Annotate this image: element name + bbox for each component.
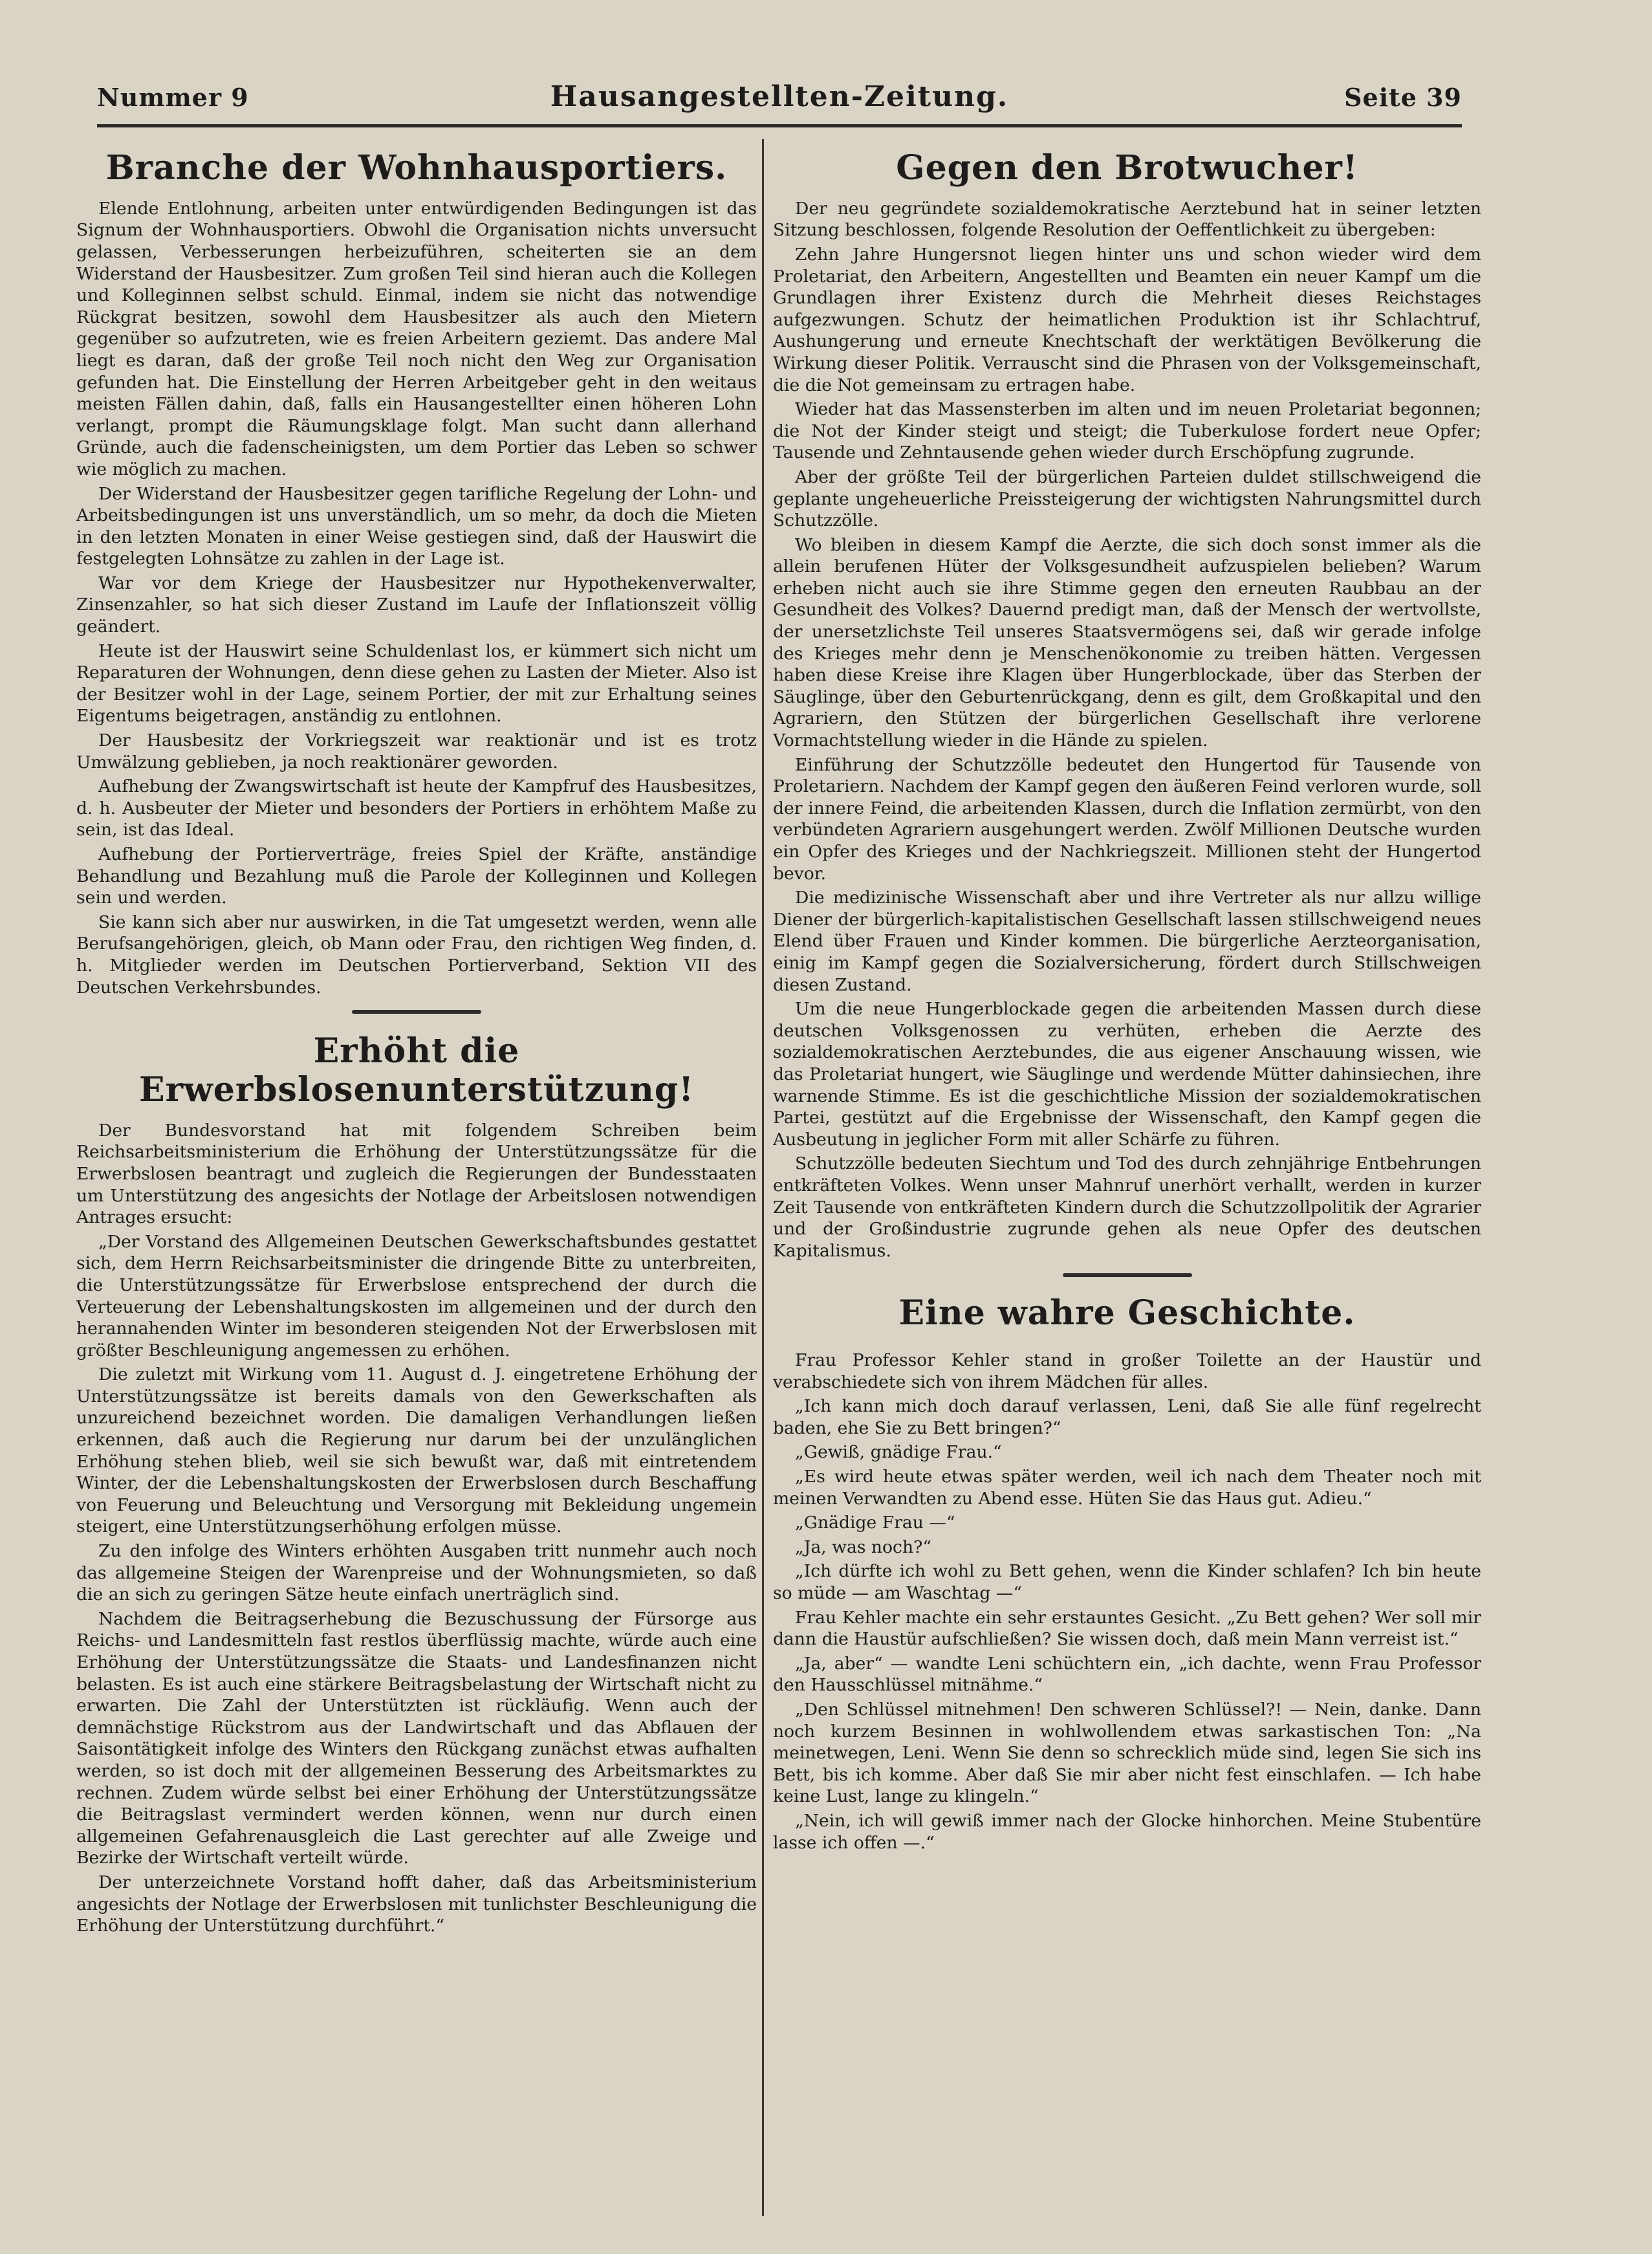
paragraph: Der Widerstand der Hausbesitzer gegen tarifliche Regelung der Lohn- und Arbeitsbedingungen ist uns unverständlich, um so mehr, da doch die Mieten in den letzten Monaten in einer Weise gestiegen sind, daß der Hauswirt die festgelegten Lohnsätze zu zahlen in der Lage ist.: [76, 483, 757, 569]
paragraph: Wieder hat das Massensterben im alten und im neuen Proletariat begonnen; die Not der Kinder steigt und steigt; die Tuberkulose fordert neue Opfer; Tausende und Zehntausende gehen wieder durch Erschöpfung zugrunde.: [773, 399, 1481, 463]
paragraph: Wo bleiben in diesem Kampf die Aerzte, die sich doch sonst immer als die allein berufenen Hüter der Volksgesundheit aufzuspielen belieben? Warum erheben nicht auch sie ihre Stimme gegen den erneuten Raubbau an der Gesundheit des Volkes? Dauernd predigt man, daß der Mensch der wertvollste, der unersetzlichste Teil unseres Staatsvermögens sei, daß wir gerade infolge des Krieges mehr denn je Menschenökonomie zu treiben hätten. Vergessen haben diese Kreise ihre Klagen über Hungerblockade, über das Sterben der Säuglinge, über den Geburtenrückgang, denn es gilt, dem Großkapital und den Agrariern, den Stützen der bürgerlichen Gesellschaft ihre verlorene Vormachtstellung wieder in die Hände zu spielen.: [773, 534, 1481, 751]
column-divider: [762, 139, 764, 2216]
paragraph: „Ich kann mich doch darauf verlassen, Leni, daß Sie alle fünf regelrecht baden, ehe Sie zu Bett bringen?“: [773, 1396, 1481, 1438]
paragraph: Aufhebung der Portierverträge, freies Spiel der Kräfte, anständige Behandlung und Bezahlung muß die Parole der Kolleginnen und Kollegen sein und werden.: [76, 844, 757, 908]
paragraph: „Der Vorstand des Allgemeinen Deutschen Gewerkschaftsbundes gestattet sich, dem Herrn Reichsarbeitsminister die dringende Bitte zu unterbreiten, die Unterstützungssätze für Erwerbslose entsprechend der durch die Verteuerung der Lebenshaltungskosten im allgemeinen und der durch den herannahenden Winter im besonderen steigenden Not der Erwerbslosen mit größter Beschleunigung angemessen zu erhöhen.: [76, 1231, 757, 1361]
article-separator: [1063, 1273, 1192, 1277]
newspaper-title: Hausangestellten-Zeitung.: [550, 80, 1009, 113]
article-title: Eine wahre Geschichte.: [898, 1293, 1356, 1333]
paragraph: Der Bundesvorstand hat mit folgendem Schreiben beim Reichsarbeitsministerium die Erhöhung der Unterstützungssätze für die Erwerbslosen beantragt und zugleich die Regierungen der Bundesstaaten um Unterstützung des angesichts der Notlage der Arbeitslosen notwendigen Antrages ersucht:: [76, 1120, 757, 1228]
paragraph: „Ja, aber“ — wandte Leni schüchtern ein, „ich dachte, wenn Frau Professor den Hausschlüssel mitnähme.“: [773, 1653, 1481, 1696]
paragraph: War vor dem Kriege der Hausbesitzer nur Hypothekenverwalter, Zinsenzahler, so hat sich dieser Zustand im Laufe der Inflationszeit völlig geändert.: [76, 573, 757, 637]
paragraph: Der Hausbesitz der Vorkriegszeit war reaktionär und ist es trotz Umwälzung geblieben, ja noch reaktionärer geworden.: [76, 730, 757, 772]
paragraph: Der neu gegründete sozialdemokratische Aerztebund hat in seiner letzten Sitzung beschlossen, folgende Resolution der Oeffentlichkeit zu übergeben:: [773, 198, 1481, 241]
paragraph: „Ja, was noch?“: [795, 1537, 931, 1557]
right-column: [773, 136, 1481, 2226]
paragraph: Elende Entlohnung, arbeiten unter entwürdigenden Bedingungen ist das Signum der Wohnhausportiers. Obwohl die Organisation nichts unversucht gelassen, Verbesserungen herbeizuführen, scheiterten sie an dem Widerstand der Hausbesitzer. Zum großen Teil sind hieran auch die Kollegen und Kolleginnen selbst schuld. Einmal, indem sie nicht das notwendige Rückgrat besitzen, sowohl dem Hausbesitzer als auch den Mietern gegenüber so aufzutreten, wie es freien Arbeitern geziemt. Das andere Mal liegt es daran, daß der große Teil noch nicht den Weg zur Organisation gefunden hat. Die Einstellung der Herren Arbeitgeber geht in den weitaus meisten Fällen dahin, daß, falls ein Hausangestellter einen höheren Lohn verlangt, prompt die Räumungsklage folgt. Man sucht dann allerhand Gründe, auch die fadenscheinigsten, um dem Portier das Leben so schwer wie möglich zu machen.: [76, 198, 757, 479]
paragraph: „Es wird heute etwas später werden, weil ich nach dem Theater noch mit meinen Verwandten zu Abend esse. Hüten Sie das Haus gut. Adieu.“: [773, 1467, 1481, 1509]
paragraph: Aufhebung der Zwangswirtschaft ist heute der Kampfruf des Hausbesitzes, d. h. Ausbeuter der Mieter und besonders der Portiers in erhöhtem Maße zu sein, ist das Ideal.: [76, 776, 757, 840]
article-title: Branche der Wohnhausportiers.: [105, 148, 728, 188]
paragraph: Aber der größte Teil der bürgerlichen Parteien duldet stillschweigend die geplante ungeheuerliche Preissteigerung der wichtigsten Nahrungsmittel durch Schutzzölle.: [773, 466, 1481, 531]
paragraph: „Gewiß, gnädige Frau.“: [795, 1442, 1002, 1463]
paragraph: Die medizinische Wissenschaft aber und ihre Vertreter als nur allzu willige Diener der bürgerlich-kapitalistischen Gesellschaft lassen stillschweigend neues Elend über Frauen und Kinder kommen. Die bürgerliche Aerzteorganisation, einig im Kampf gegen die Sozialversicherung, fördert durch Stillschweigen diesen Zustand.: [773, 888, 1481, 995]
article-separator: [352, 1010, 481, 1014]
paragraph: Nachdem die Beitragserhebung die Bezuschussung der Fürsorge aus Reichs- und Landesmitteln fast restlos überflüssig machte, würde auch eine Erhöhung der Unterstützungssätze die Staats- und Landesfinanzen nicht belasten. Es ist auch eine stärkere Beitragsbelastung der Wirtschaft nicht zu erwarten. Die Zahl der Unterstützten ist rückläufig. Wenn auch der demnächstige Rückstrom aus der Landwirtschaft und das Abflauen der Saisontätigkeit infolge des Winters den Rückgang zunächst etwas aufhalten werden, so ist doch mit der allgemeinen Besserung des Arbeitsmarktes zu rechnen. Zudem würde selbst bei einer Erhöhung der Unterstützungssätze die Beitragslast vermindert werden können, wenn nur durch einen allgemeinen Gefahrenausgleich die Last gerechter auf alle Zweige und Bezirke der Wirtschaft verteilt würde.: [76, 1608, 757, 1868]
paragraph: Der unterzeichnete Vorstand hofft daher, daß das Arbeitsministerium angesichts der Notlage der Erwerbslosen mit tunlichster Beschleunigung die Erhöhung der Unterstützung durchführt.“: [76, 1872, 757, 1936]
article-body: [76, 198, 757, 998]
article-title: Erhöht die Erwerbslosenunterstützung!: [138, 1031, 695, 1110]
article-title: Gegen den Brotwucher!: [896, 148, 1358, 188]
article-body: [76, 1120, 757, 1937]
paragraph: Heute ist der Hauswirt seine Schuldenlast los, er kümmert sich nicht um Reparaturen der Wohnungen, denn diese gehen zu Lasten der Mieter. Also ist der Besitzer wohl in der Lage, seinem Portier, der mit zur Erhaltung seines Eigentums beigetragen, anständig zu entlohnen.: [76, 640, 757, 727]
left-column: [76, 136, 757, 2226]
page-number: Seite 39: [1344, 83, 1462, 112]
paragraph: Die zuletzt mit Wirkung vom 11. August d. J. eingetretene Erhöhung der Unterstützungssätze ist bereits damals von den Gewerkschaften als unzureichend bezeichnet worden. Die damaligen Verhandlungen ließen erkennen, daß auch die Regierung nur darum bei der unzulänglichen Erhöhung stehen blieb, weil sie sich bewußt war, daß mit eintretendem Winter, der die Lebenshaltungskosten der Erwerbslosen durch Beschaffung von Feuerung und Beleuchtung und Versorgung mit Bekleidung ungemein steigert, eine Unterstützungserhöhung erfolgen müsse.: [76, 1364, 757, 1537]
paragraph: „Den Schlüssel mitnehmen! Den schweren Schlüssel?! — Nein, danke. Dann noch kurzem Besinnen in wohlwollendem etwas sarkastischen Ton: „Na meinetwegen, Leni. Wenn Sie denn so schrecklich müde sind, legen Sie sich ins Bett, bis ich komme. Aber daß Sie mir aber nicht fest einschlafen. — Ich habe keine Lust, lange zu klingeln.“: [773, 1700, 1481, 1807]
paragraph: Frau Kehler machte ein sehr erstauntes Gesicht. „Zu Bett gehen? Wer soll mir dann die Haustür aufschließen? Sie wissen doch, daß mein Mann verreist ist.“: [773, 1607, 1481, 1650]
paragraph: „Nein, ich will gewiß immer nach der Glocke hinhorchen. Meine Stubentüre lasse ich offen —.“: [773, 1810, 1481, 1853]
paragraph: Sie kann sich aber nur auswirken, in die Tat umgesetzt werden, wenn alle Berufsangehörigen, gleich, ob Mann oder Frau, den richtigen Weg finden, d. h. Mitglieder werden im Deutschen Portierverband, Sektion VII des Deutschen Verkehrsbundes.: [76, 912, 757, 998]
article-body: [773, 1350, 1481, 1854]
article-body: [773, 198, 1481, 1262]
page-header: [97, 78, 1462, 127]
paragraph: Zu den infolge des Winters erhöhten Ausgaben tritt nunmehr auch noch das allgemeine Steigen der Warenpreise und der Wohnungsmieten, so daß die an sich zu geringen Sätze heute einfach unerträglich sind.: [76, 1541, 757, 1605]
paragraph: „Gnädige Frau —“: [795, 1513, 955, 1533]
issue-number: Nummer 9: [97, 83, 249, 112]
paragraph: „Ich dürfte ich wohl zu Bett gehen, wenn die Kinder schlafen? Ich bin heute so müde — am Waschtag —“: [773, 1561, 1481, 1604]
paragraph: Um die neue Hungerblockade gegen die arbeitenden Massen durch diese deutschen Volksgenossen zu verhüten, erheben die Aerzte des sozialdemokratischen Aerztebundes, die aus eigener Anschauung wissen, wie das Proletariat hungert, wie Säuglinge und werdende Mütter dahinsiechen, ihre warnende Stimme. Es ist die geschichtliche Mission der sozialdemokratischen Partei, gestützt auf die Ergebnisse der Wissenschaft, den Kampf gegen die Ausbeutung in jeglicher Form mit aller Schärfe zu führen.: [773, 999, 1481, 1150]
paragraph: Einführung der Schutzzölle bedeutet den Hungertod für Tausende von Proletariern. Nachdem der Kampf gegen den äußeren Feind verloren wurde, soll der innere Feind, die arbeitenden Klassen, durch die Inflation zermürbt, von den verbündeten Agrariern ausgehungert werden. Zwölf Millionen Deutsche wurden ein Opfer des Krieges und der Nachkriegszeit. Millionen steht der Hungertod bevor.: [773, 754, 1481, 884]
paragraph: Frau Professor Kehler stand in großer Toilette an der Haustür und verabschiedete sich von ihrem Mädchen für alles.: [773, 1350, 1481, 1392]
paragraph: Schutzzölle bedeuten Siechtum und Tod des durch zehnjährige Entbehrungen entkräfteten Volkes. Wenn unser Mahnruf unerhört verhallt, werden in kurzer Zeit Tausende von entkräfteten Kindern durch die Schutzzollpolitik der Agrarier und der Großindustrie zugrunde gehen als neue Opfer des deutschen Kapitalismus.: [773, 1154, 1481, 1261]
paragraph: Zehn Jahre Hungersnot liegen hinter uns und schon wieder wird dem Proletariat, den Arbeitern, Angestellten und Beamten ein neuer Kampf um die Grundlagen ihrer Existenz durch die Mehrheit dieses Reichstages aufgezwungen. Schutz der heimatlichen Produktion ist ihr Schlachtruf, Aushungerung und erneute Knechtschaft der werktätigen Bevölkerung die Wirkung dieser Politik. Verrauscht sind die Phrasen von der Volksgemeinschaft, die die Not gemeinsam zu ertragen habe.: [773, 244, 1481, 395]
